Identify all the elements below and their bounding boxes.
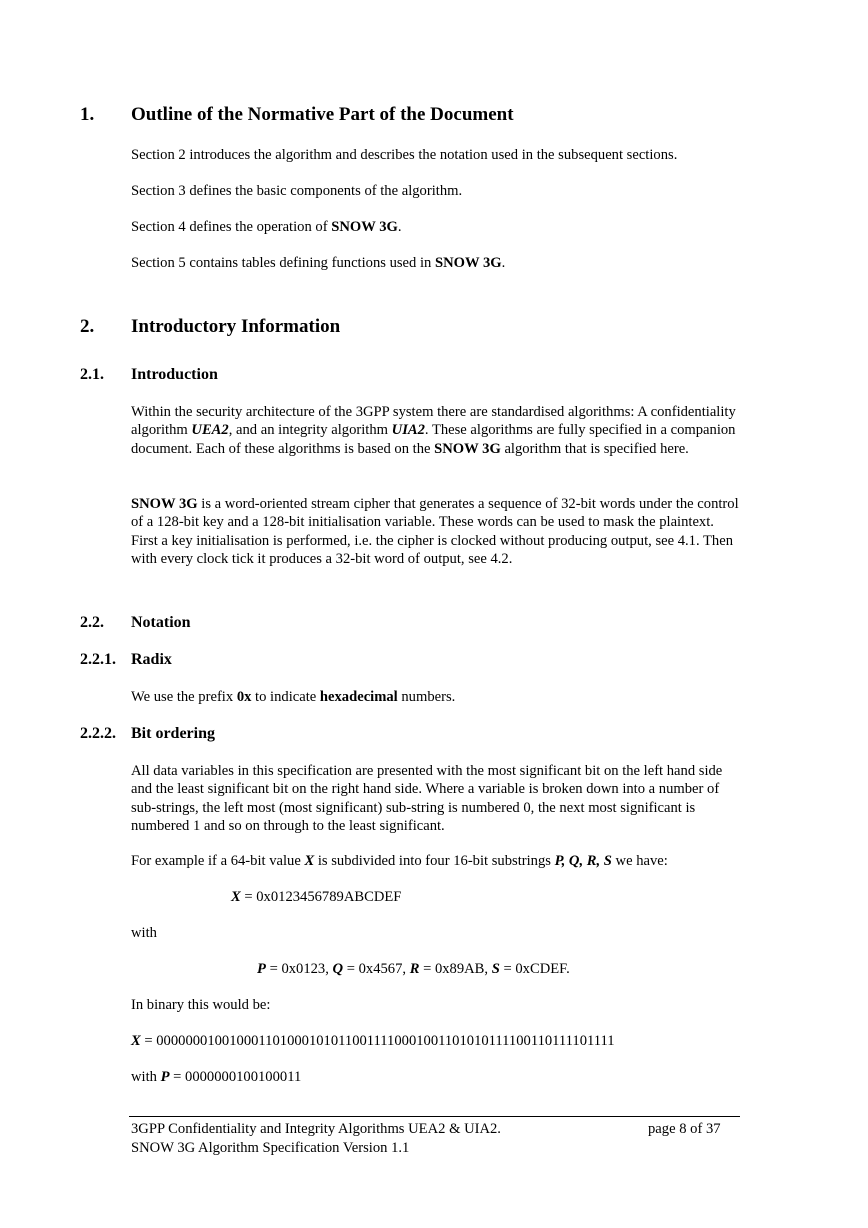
section-1-number: 1.	[80, 104, 95, 125]
bit-ordering-paragraph: All data variables in this specification are presented with the most significant bit on the left hand side and the least significant bit on the right hand side. Where a variable is broken down into a number of sub-strings, the left most (most significant) sub-string is numbered 0, the next most significant is numbered 1 and so on through to the least significant.	[131, 763, 723, 834]
with-text: with	[131, 925, 157, 941]
section-1-title: Outline of the Normative Part of the Document	[131, 104, 514, 125]
introduction-paragraph-2: SNOW 3G is a word-oriented stream cipher that generates a sequence of 32-bit words under the control of a 128-bit key and a 128-bit initialisation variable. These words can be used to mask the plaintext. First a key initialisation is performed, i.e. the cipher is clocked without producing output, see 4.1. Then with every clock tick it produces a 32-bit word of output, see 4.2.	[131, 496, 739, 567]
section-2-2-title: Notation	[131, 614, 191, 631]
section-2-1-title: Introduction	[131, 366, 218, 383]
binary-intro: In binary this would be:	[131, 997, 271, 1013]
radix-paragraph: We use the prefix 0x to indicate hexadecimal numbers.	[131, 689, 456, 705]
x-binary-equation: X = 0000000100100011010001010110011110001001101010111100110111101111	[131, 1033, 615, 1049]
section-2-title: Introductory Information	[131, 316, 341, 337]
section-2-2-2-title: Bit ordering	[131, 725, 215, 742]
footer-page-number: page 8 of 37	[648, 1121, 721, 1137]
example-paragraph: For example if a 64-bit value X is subdivided into four 16-bit substrings P, Q, R, S we have:	[131, 853, 668, 869]
substrings-equation: P = 0x0123, Q = 0x4567, R = 0x89AB, S = 0xCDEF.	[257, 961, 570, 977]
section-1-paragraph-1: Section 2 introduces the algorithm and describes the notation used in the subsequent sections.	[131, 147, 678, 163]
footer-line-1: 3GPP Confidentiality and Integrity Algorithms UEA2 & UIA2.	[131, 1121, 501, 1137]
section-1-paragraph-4: Section 5 contains tables defining functions used in SNOW 3G.	[131, 255, 506, 271]
footer-line-2: SNOW 3G Algorithm Specification Version 1.1	[131, 1140, 410, 1156]
section-2-2-1-title: Radix	[131, 651, 172, 668]
section-2-2-2-number: 2.2.2.	[80, 725, 116, 742]
section-1-paragraph-2: Section 3 defines the basic components of the algorithm.	[131, 183, 463, 199]
section-1-paragraph-3: Section 4 defines the operation of SNOW 3G.	[131, 219, 402, 235]
x-hex-equation: X = 0x0123456789ABCDEF	[231, 889, 402, 905]
introduction-paragraph-1: Within the security architecture of the 3GPP system there are standardised algorithms: A confidentiality algorithm UEA2, and an integrity algorithm UIA2. These algorithms are fully specified in a companion document. Each of these algorithms is based on the SNOW 3G algorithm that is specified here.	[131, 404, 736, 457]
section-2-1-number: 2.1.	[80, 366, 104, 383]
section-2-2-number: 2.2.	[80, 614, 104, 631]
section-2-number: 2.	[80, 316, 95, 337]
section-2-2-1-number: 2.2.1.	[80, 651, 116, 668]
p-binary-equation: with P = 0000000100100011	[131, 1069, 302, 1085]
footer-rule	[129, 1116, 740, 1117]
